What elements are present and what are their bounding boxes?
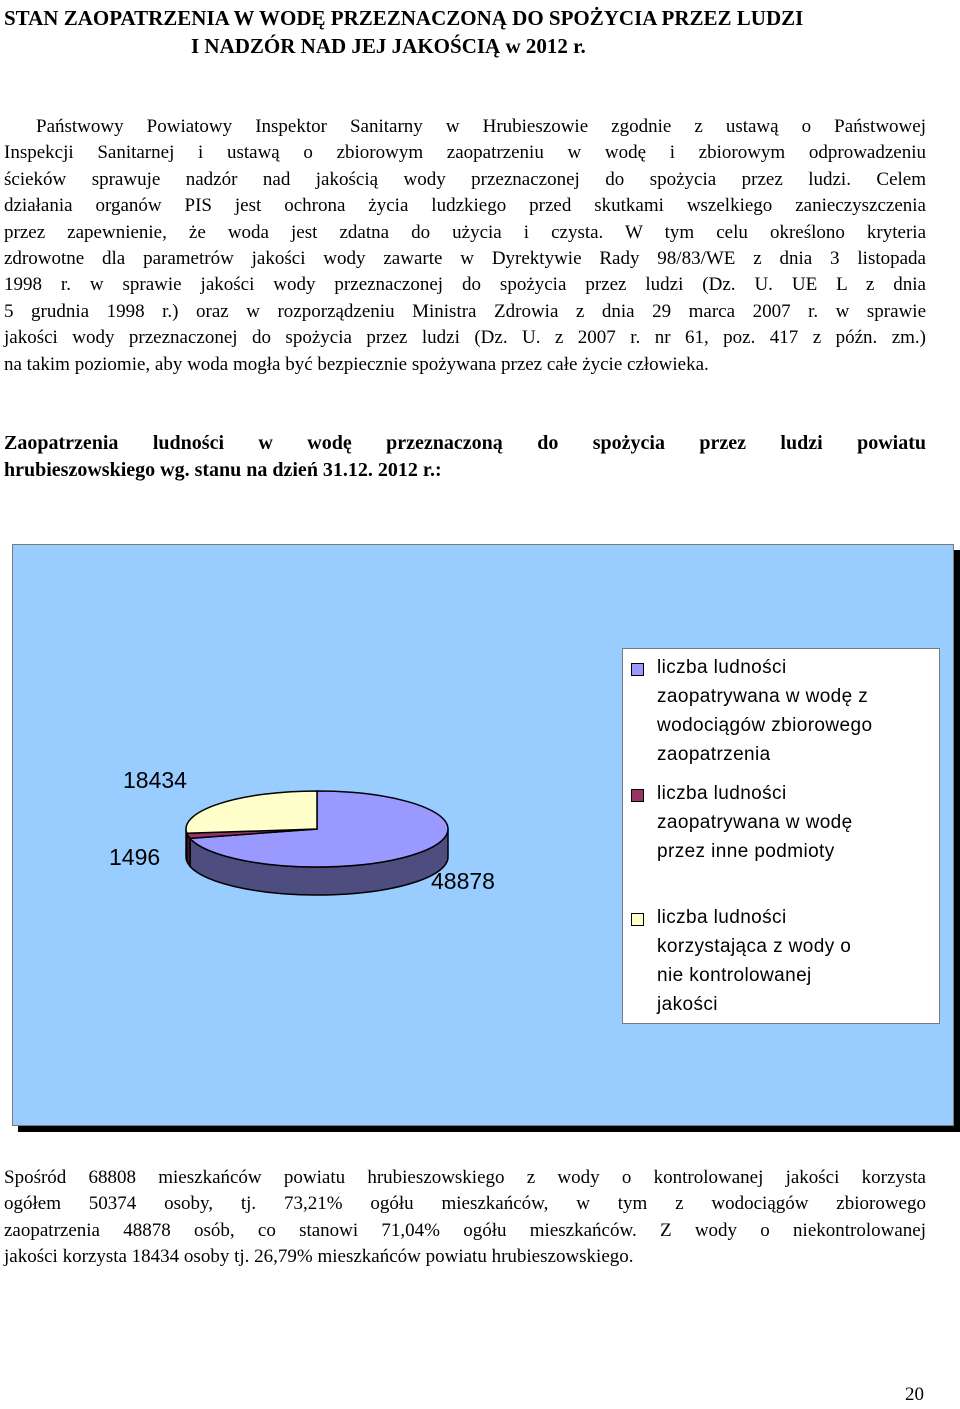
intro-line: na takim poziomie, aby woda mogła być bezpiecznie spożywana przez całe życie człowieka. (4, 353, 709, 375)
legend-label (657, 903, 935, 1019)
legend-swatch (631, 789, 644, 802)
legend-label-line: wodociągów zbiorowego (657, 715, 873, 736)
pie-slice-2 (186, 791, 317, 833)
legend-label-line: liczba ludności (657, 907, 787, 928)
intro-line: ścieków sprawuje nadzór nad jakością wody przeznaczonej do spożycia przez ludzi. Celem (4, 168, 926, 190)
legend-label-line: zaopatrywana w wodę z (657, 686, 869, 707)
legend-label (657, 653, 935, 769)
legend-label-line: zaopatrywana w wodę (657, 812, 853, 833)
legend-label-line: zaopatrzenia (657, 744, 771, 765)
summary-line: Spośród 68808 mieszkańców powiatu hrubieszowskiego z wody o kontrolowanej jakości korzysta (4, 1167, 926, 1188)
intro-line: Państwowy Powiatowy Inspektor Sanitarny w Hrubieszowie zgodnie z ustawą o Państwowej (36, 116, 926, 137)
intro-paragraph (4, 114, 926, 378)
legend-label-line: przez inne podmioty (657, 841, 835, 862)
legend-label-line: liczba ludności (657, 783, 787, 804)
legend-label-line: liczba ludności (657, 657, 787, 678)
summary-line: ogółem 50374 osoby, tj. 73,21% ogółu mieszkańców, w tym z wodociągów zbiorowego (4, 1193, 926, 1215)
intro-line: zdrowotne dla parametrów jakości wody zawarte w Dyrektywie Rady 98/83/WE z dnia 3 listopada (4, 248, 926, 270)
intro-line: 1998 r. w sprawie jakości wody przeznaczonej do spożycia przez ludzi (Dz. U. UE L z dnia (4, 274, 926, 296)
intro-line: jakości wody przeznaczonej do spożycia przez ludzi (Dz. U. z 2007 r. nr 61, poz. 417 z późn. zm.) (4, 327, 926, 349)
pie-data-label-2: 18434 (123, 767, 187, 793)
page-number: 20 (905, 1384, 924, 1405)
pie-data-label-0: 48878 (431, 868, 495, 894)
legend-label-line: nie kontrolowanej (657, 965, 812, 986)
page-heading (4, 4, 934, 60)
legend-label-line: jakości (657, 994, 718, 1015)
intro-line: 5 grudnia 1998 r.) oraz w rozporządzeniu Ministra Zdrowia z dnia 29 marca 2007 r. w sprawie (4, 300, 926, 322)
summary-paragraph (4, 1165, 926, 1271)
legend-swatch (631, 913, 644, 926)
pie-data-label-1: 1496 (109, 844, 161, 870)
pie-chart (12, 544, 954, 1126)
legend-swatch (631, 663, 644, 676)
intro-line: działania organów PIS jest ochrona życia ludzkiego przed skutkami wszelkiego zanieczyszczenia (4, 195, 926, 217)
summary-line: zaopatrzenia 48878 osób, co stanowi 71,04% ogółu mieszkańców. Z wody o niekontrolowanej (4, 1219, 926, 1241)
summary-line: jakości korzysta 18434 osoby tj. 26,79% mieszkańców powiatu hrubieszowskiego. (4, 1246, 634, 1268)
intro-line: przez zapewnienie, że woda jest zdatna do użycia i czysta. W tym celu określono kryteria (4, 221, 926, 243)
section-title-line: Zaopatrzenia ludności w wodę przeznaczoną do spożycia przez ludzi powiatu (4, 432, 926, 454)
chart-legend (622, 648, 940, 1024)
legend-label (657, 779, 935, 866)
intro-line: Inspekcji Sanitarnej i ustawą o zbiorowym zaopatrzeniu w wodę i zbiorowym odprowadzeniu (4, 142, 926, 164)
page-heading-line-2: I NADZÓR NAD JEJ JAKOŚCIĄ w 2012 r. (191, 34, 586, 58)
legend-label-line: korzystająca z wody o (657, 936, 852, 957)
section-title-line: hrubieszowskiego wg. stanu na dzień 31.12. 2012 r.: (4, 459, 442, 481)
page-heading-line-1: STAN ZAOPATRZENIA W WODĘ PRZEZNACZONĄ DO SPOŻYCIA PRZEZ LUDZI (4, 6, 804, 30)
section-title (4, 430, 926, 484)
